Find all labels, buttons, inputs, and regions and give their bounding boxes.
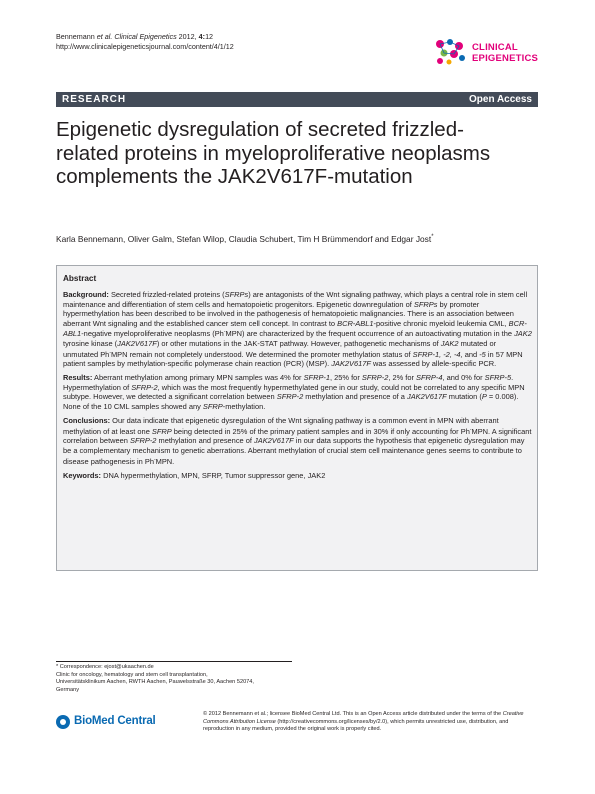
abstract-text-run: ) are antagonists of the Wnt signaling pathway, which plays a central role in stem cell maintenance and differentiation of stem cells and hematopoietic progenitors. Epigenetic downregulation of — [63, 290, 528, 309]
abstract-text-run: methylation and presence of — [156, 436, 255, 446]
abstract-text-run: MPN remain not completely understood. We determined the promoter methylation status of — [110, 349, 413, 359]
abstract-text-run: methylation and presence of a — [303, 392, 407, 402]
abstract-text-run: -positive chronic myeloid leukemia CML, — [373, 318, 509, 328]
abstract-text-run: - — [469, 426, 472, 433]
abstract-text-run: SFRPs — [413, 299, 438, 309]
abstract-text-run: JAK2 — [440, 338, 459, 348]
citation-year: 2012, — [176, 32, 199, 41]
footnote — [56, 664, 316, 694]
license-link[interactable]: Creative Commons Attribution License — [203, 711, 524, 725]
abstract-text-run: SFRP-4 — [416, 373, 443, 383]
abstract-text-run: -negative myeloproliferative neoplasms (Ph — [81, 329, 224, 339]
abstract-text-run: being detected in 25% of the primary patient samples and in 30% if only accounting for Ph — [171, 426, 470, 436]
background-text — [63, 290, 532, 368]
journal-logo — [432, 36, 542, 72]
abstract-text-run: SFRP-5 — [484, 373, 512, 383]
publisher-logo-text: BioMed Central — [74, 715, 156, 727]
abstract-keywords — [63, 471, 533, 481]
abstract-text-run: , 25% for — [330, 373, 362, 383]
abstract-text-run: mutation ( — [446, 392, 482, 402]
abstract-text-run: - — [109, 349, 111, 356]
abstract-conclusions — [63, 416, 533, 466]
abstract-results — [63, 373, 533, 411]
citation-article: 12 — [205, 32, 214, 41]
abstract-text-run: SFRP-2 — [361, 373, 389, 383]
abstract-text-run: ) or other mutations in the JAK-STAT pathway. However, pathogenetic mechanisms of — [156, 338, 441, 348]
citation-line — [56, 32, 386, 42]
journal-logo-text — [472, 42, 538, 64]
abstract-text-run: -5 — [479, 349, 486, 359]
abstract-text-run: BCR-ABL1 — [63, 318, 527, 339]
abstract-text-run: SFRP — [151, 426, 172, 436]
abstract-text-run: SFRP-2 — [129, 436, 157, 446]
license-text — [203, 711, 538, 734]
article-title: Epigenetic dysregulation of secreted frizzled-related proteins in myeloproliferative neoplasms complements the JAK2V617F-mutation — [56, 118, 491, 188]
journal-logo-icon — [432, 36, 468, 66]
abstract-text-run: in our data supports the hypothesis that epigenetic dysregulation may be a complementary mechanism to genetic aberrations. Aberrant methylation of crucial stem cell maintenance genes seems to contribute to disease pathogenesis in Ph — [63, 436, 525, 466]
abstract-text-run: JAK2V617F — [331, 359, 371, 369]
citation-author: Bennemann — [56, 32, 97, 41]
license-part-c: (http://creativecommons.org/licenses/by/2.0), which permits unrestricted use, distribution, and reproduction in any medium, provided the original work is properly cited. — [203, 718, 509, 732]
abstract-text-run: and — [462, 349, 480, 359]
citation-url[interactable]: http://www.clinicalepigeneticsjournal.com/content/4/1/12 — [56, 42, 234, 51]
abstract-text-run: Aberrant methylation among primary MPN samples was 4% for — [92, 373, 304, 383]
abstract-text-run: MPN) are characterized by the frequent occurrence of an autoactivating mutation in the — [225, 329, 515, 339]
conclusions-text — [63, 416, 531, 466]
abstract-text-run: -methylation. — [222, 401, 266, 411]
correspondence — [56, 664, 316, 672]
citation-volume: 4: — [198, 32, 206, 41]
abstract-text-run: MPN. A significant correlation between — [63, 426, 532, 446]
open-access-label: Open Access — [469, 94, 532, 105]
abstract-background — [63, 290, 533, 369]
abstract-text-run: mutated or unmutated Ph — [63, 338, 497, 359]
background-label: Background: — [63, 290, 109, 299]
biomed-central-icon — [56, 715, 70, 729]
keywords-label: Keywords: — [63, 470, 102, 480]
results-label: Results: — [63, 373, 93, 383]
publisher-logo — [56, 713, 176, 733]
abstract-text-run: SFRP-1, -2, -4, — [412, 349, 463, 359]
section-label: RESEARCH — [62, 94, 127, 105]
author-list — [56, 232, 536, 245]
abstract-text-run: by promoter hypermethylation has been described to be involved in the pathogenesis of hematopoietic malignancies. There is an association between aberrant Wnt signaling and the established cancer stem cell concept. In contrast to — [63, 299, 514, 328]
citation-journal: et al. Clinical Epigenetics — [96, 32, 177, 41]
results-text — [63, 373, 525, 411]
abstract-text-run: P — [481, 392, 487, 402]
abstract-heading: Abstract — [63, 274, 97, 283]
keywords-text: DNA hypermethylation, MPN, SFRP, Tumor suppressor gene, JAK2 — [101, 470, 326, 480]
abstract-text-run: Our data indicate that epigenetic dysregulation of the Wnt signaling pathway is a common event in MPN with aberrant methylation of at least one — [63, 415, 499, 436]
abstract-text-run: SFRP — [202, 401, 223, 411]
abstract-text-run: . Hypermethylation of — [63, 373, 514, 392]
author-names: Karla Bennemann, Oliver Galm, Stefan Wilop, Claudia Schubert, Tim H Brümmendorf and Edgar Jost — [56, 233, 432, 244]
journal-logo-line2: EPIGENETICS — [472, 53, 539, 64]
abstract-box — [56, 265, 538, 571]
abstract-text-run: JAK2V617F — [117, 338, 157, 348]
affiliation-line1: Clinic for oncology, hematology and stem cell transplantation, — [56, 671, 208, 678]
abstract-body — [63, 290, 533, 485]
abstract-text-run: SFRP-2 — [131, 382, 158, 392]
abstract-text-run: SFRP-2 — [276, 392, 304, 402]
correspondence-email[interactable]: Correspondence: ejost@ukaachen.de — [59, 664, 154, 670]
section-banner — [56, 92, 538, 107]
abstract-text-run: in 57 MPN patient samples by methylation-specific polymerase chain reaction (PCR) (MSP). — [63, 349, 523, 369]
abstract-text-run: Secreted frizzled-related proteins ( — [108, 290, 225, 299]
abstract-text-run: BCR-ABL1 — [337, 318, 374, 328]
abstract-text-run: JAK2V617F — [406, 392, 447, 402]
license-part-a: © 2012 Bennemann et al.; licensee BioMed Central Ltd. This is an Open Access article distributed under the terms of the — [203, 711, 503, 717]
journal-logo-line1: CLINICAL — [472, 42, 518, 53]
abstract-text-run: = 0.008). None of the 10 CML samples showed any — [63, 392, 519, 411]
abstract-text-run: , and 0% for — [442, 373, 485, 383]
affiliation-line3: Germany — [56, 686, 80, 693]
conclusions-label: Conclusions: — [63, 415, 111, 425]
abstract-text-run: - — [223, 329, 226, 335]
abstract-text-run: , 2% for — [388, 373, 417, 383]
abstract-text-run: tyrosine kinase ( — [63, 338, 118, 348]
abstract-text-run: JAK2 — [514, 329, 532, 339]
abstract-text-run: JAK2V617F — [254, 436, 294, 446]
corresponding-mark: * — [431, 234, 434, 240]
affiliation-line2: Universitätsklinikum Aachen, RWTH Aachen, Pauwelsstraße 30, Aachen 52074, — [56, 679, 254, 685]
abstract-text-run: was assessed by allele-specific PCR. — [370, 359, 497, 369]
abstract-text-run: , which was the most frequently hypermethylated gene in our study, could not be correlated to any specific MPN subtype. However, we detected a significant correlation between — [63, 382, 525, 402]
footnote-rule — [56, 661, 292, 662]
correspondence-mark: * — [56, 664, 60, 670]
abstract-text-run: SFRP-1 — [303, 373, 331, 383]
abstract-text-run: - — [153, 456, 156, 463]
abstract-text-run: SFRPs — [224, 290, 249, 299]
citation — [56, 32, 386, 52]
abstract-text-run: MPN. — [155, 456, 175, 466]
